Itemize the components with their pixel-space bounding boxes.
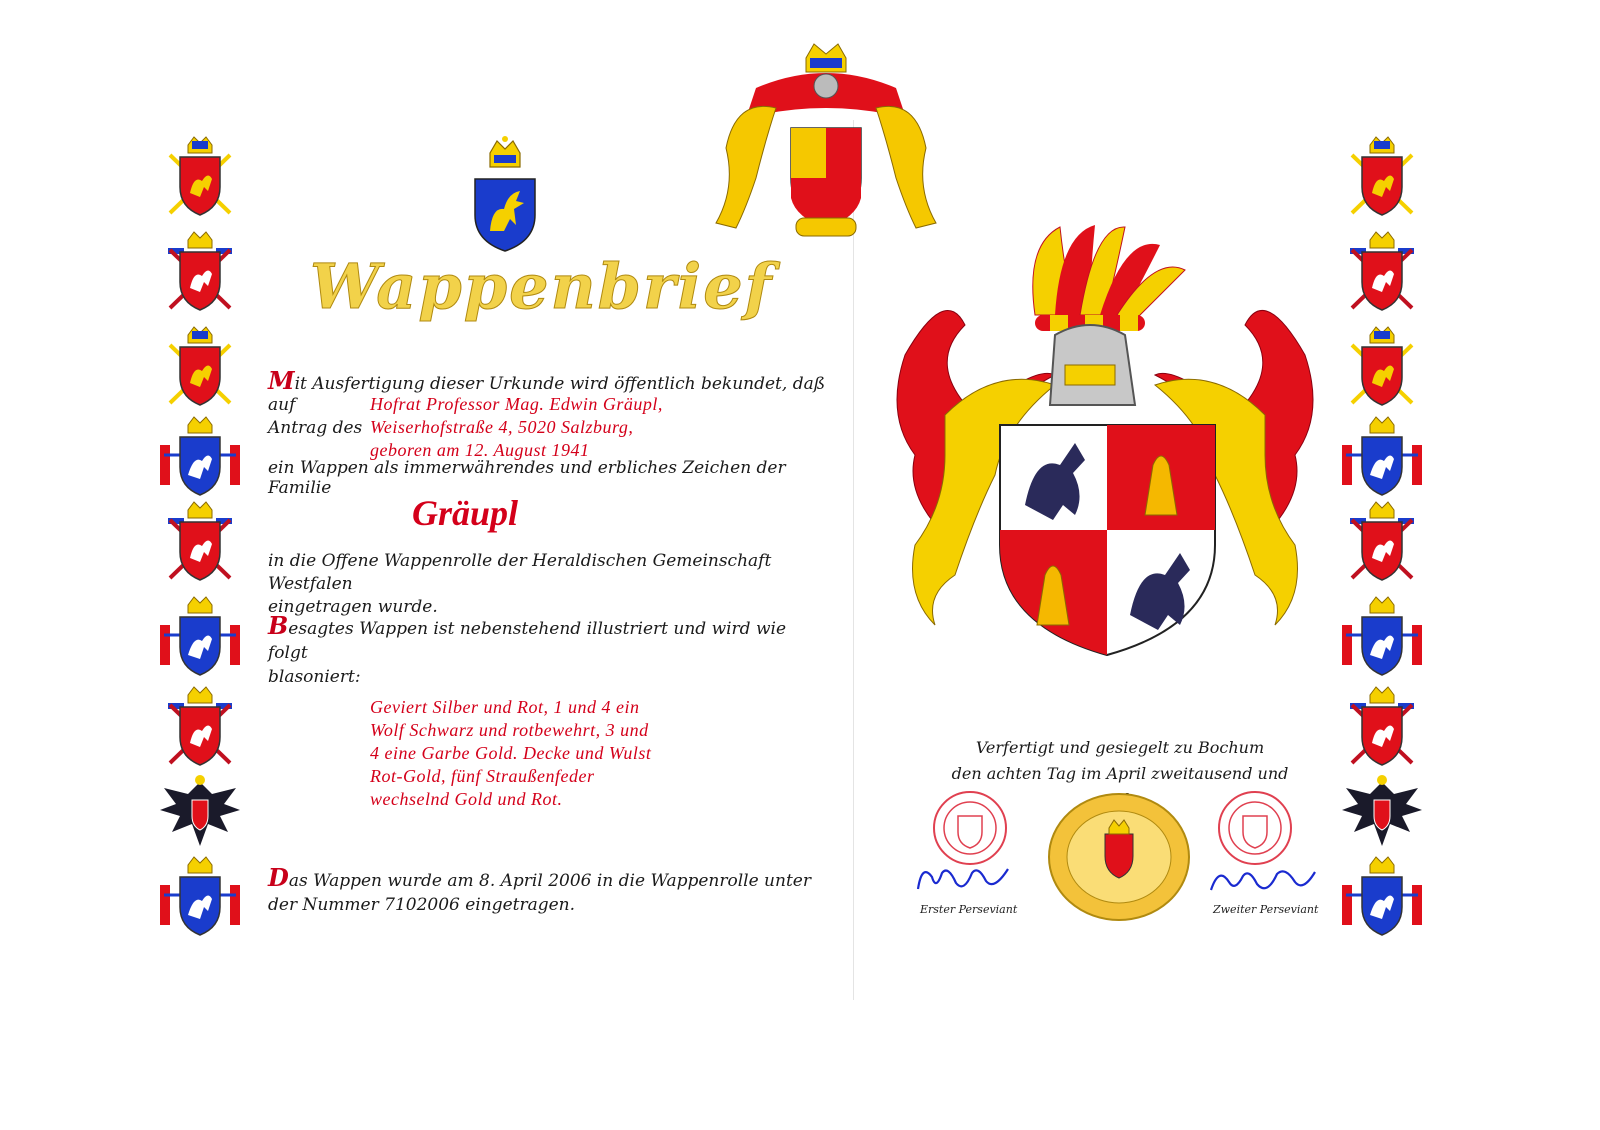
- page-fold: [853, 120, 854, 1000]
- supporters-crest-icon: [696, 28, 956, 243]
- blazon-initial: B: [268, 611, 289, 640]
- signature-1-icon: [912, 855, 1022, 903]
- intro-line-1: Mit Ausfertigung dieser Urkunde wird öffentlich bekundet, daß auf: [268, 366, 826, 415]
- registry-paragraph: [268, 863, 838, 917]
- document-title: Wappenbrief: [310, 250, 774, 323]
- registry-line-1: Das Wappen wurde am 8. April 2006 in die Wappenrolle unter: [268, 863, 811, 892]
- signature-2-icon: [1205, 860, 1320, 904]
- applicant-line-2: Weiserhofstraße 4, 5020 Salzburg,: [370, 417, 634, 437]
- registry-initial: D: [268, 863, 289, 892]
- left-border-crests: [150, 135, 250, 955]
- gold-seal-icon: [1047, 792, 1192, 922]
- blazon-intro: [268, 611, 828, 689]
- roll-paragraph: [268, 550, 838, 619]
- border-crest-stack-right: [1332, 135, 1432, 955]
- blazon-intro-line-1: Besagtes Wappen ist nebenstehend illustriert und wird wie folgt: [268, 611, 787, 663]
- main-coat-of-arms-icon: [885, 215, 1325, 660]
- blazon-line-3: 4 eine Garbe Gold. Decke und Wulst: [370, 743, 652, 763]
- blazon-line-1: Geviert Silber und Rot, 1 und 4 ein: [370, 697, 640, 717]
- registry-line-2: der Nummer 7102006 eingetragen.: [268, 895, 576, 915]
- applicant-block: [370, 393, 830, 462]
- family-sentence: ein Wappen als immerwährendes und erbliches Zeichen der Familie: [268, 458, 786, 498]
- signer-2-label: Zweiter Perseviant: [1213, 903, 1319, 916]
- applicant-line-3: geboren am 12. August 1941: [370, 440, 590, 460]
- blazon-line-5: wechselnd Gold und Rot.: [370, 789, 563, 809]
- place-line-2: den achten Tag im April zweitausend und: [951, 764, 1289, 783]
- intro-line-2: Antrag des: [268, 418, 363, 438]
- intro-initial: M: [268, 366, 295, 395]
- place-line-1: Verfertigt und gesiegelt zu Bochum: [975, 738, 1265, 757]
- unicorn-crest-icon: [470, 135, 540, 255]
- blazon-text: [370, 696, 790, 811]
- right-border-crests: [1332, 135, 1432, 955]
- border-crest-stack-left: [150, 135, 250, 955]
- applicant-line-1: Hofrat Professor Mag. Edwin Gräupl,: [370, 394, 663, 414]
- roll-line-1: in die Offene Wappenrolle der Heraldischen Gemeinschaft Westfalen: [268, 551, 772, 594]
- signer-1-label: Erster Perseviant: [920, 903, 1018, 916]
- right-red-seal-icon: [1215, 788, 1295, 868]
- roll-line-2: eingetragen wurde.: [268, 597, 438, 617]
- blazon-line-4: Rot-Gold, fünf Straußenfeder: [370, 766, 595, 786]
- blazon-line-2: Wolf Schwarz und rotbewehrt, 3 und: [370, 720, 649, 740]
- blazon-intro-line-2: blasoniert:: [268, 667, 361, 687]
- family-name: Gräupl: [412, 493, 519, 533]
